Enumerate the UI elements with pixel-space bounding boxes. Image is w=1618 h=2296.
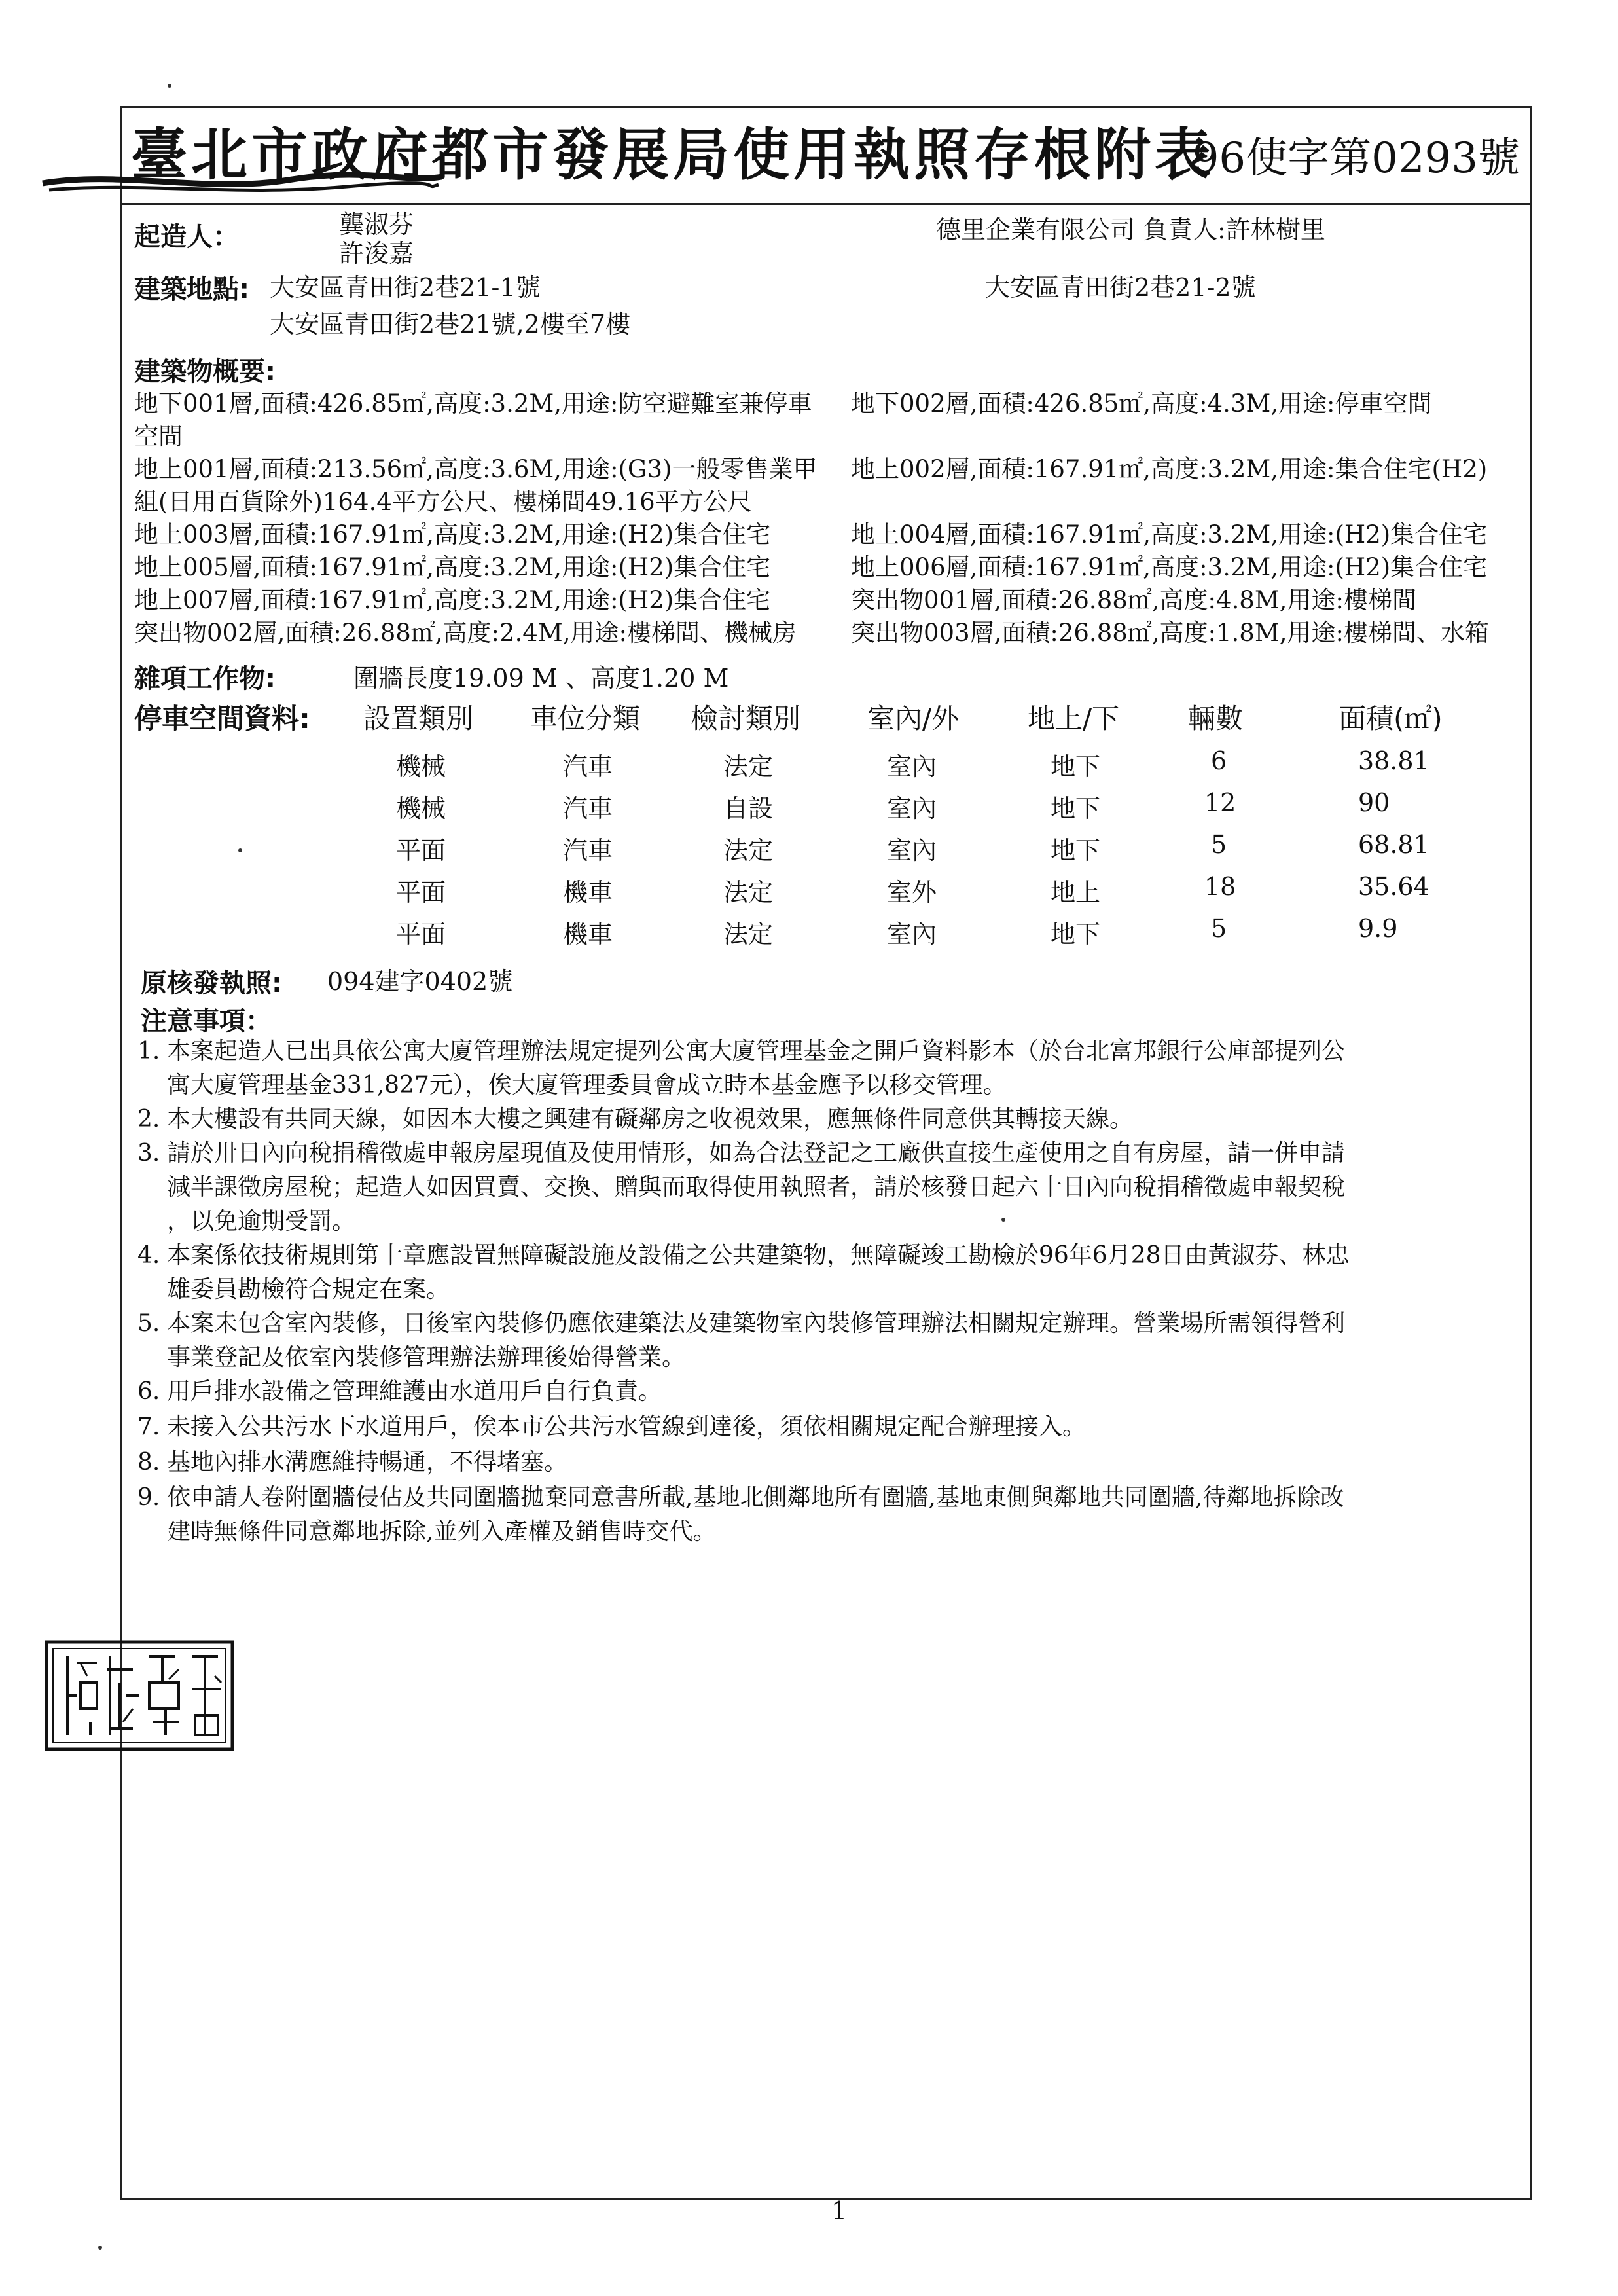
overview-row-3-right: 地上002層,面積:167.91㎡,高度:3.2M,用途:集合住宅(H2) [851,455,1488,483]
parking-cell: 法定 [723,836,774,865]
misc-works-value: 圍牆長度19.09 M 、高度1.20 M [353,664,729,693]
parking-cell: 68.81 [1358,830,1429,859]
note-5 [137,1307,1535,1375]
site-address-1: 大安區青田街2巷21-1號 [270,273,541,302]
note-line: 本大樓設有共同天線，如因本大樓之興建有礙鄰房之收視效果，應無條件同意供其轉接天線。 [167,1106,1134,1133]
speck [168,84,171,88]
note-line: 雄委員勘檢符合規定在案。 [167,1276,450,1303]
note-line: 基地內排水溝應維持暢通，不得堵塞。 [167,1449,568,1476]
parking-header-type: 設置類別 [363,702,474,735]
parking-cell: 9.9 [1358,914,1398,943]
note-7 [137,1410,1535,1444]
parking-cell: 90 [1358,788,1390,817]
parking-cell: 自設 [723,794,774,823]
parking-cell: 12 [1204,788,1236,817]
official-seal [41,1637,238,1755]
site-address-2: 大安區青田街2巷21-2號 [985,273,1256,302]
parking-header-category: 車位分類 [530,702,641,735]
speck [98,2246,102,2250]
site-label: 建築地點: [134,274,249,304]
parking-cell: 法定 [723,920,774,949]
original-permit-value: 094建字0402號 [327,967,513,996]
parking-header-count: 輛數 [1188,702,1244,735]
overview-row-6-right: 地上006層,面積:167.91㎡,高度:3.2M,用途:(H2)集合住宅 [851,553,1488,581]
parking-cell: 機車 [563,878,613,907]
parking-cell: 汽車 [563,836,613,865]
parking-cell: 6 [1211,746,1227,775]
parking-header-area: 面積(㎡) [1339,702,1443,735]
parking-cell: 法定 [723,878,774,907]
note-line: 本案係依技術規則第十章應設置無障礙設施及設備之公共建築物，無障礙竣工勘檢於96年6月28日由黃淑芬、林忠 [167,1242,1350,1269]
parking-cell: 地下 [1051,920,1101,949]
overview-row-3-left: 地上001層,面積:213.56㎡,高度:3.6M,用途:(G3)一般零售業甲 [134,455,818,483]
parking-cell: 室內 [887,836,937,865]
note-2 [137,1102,1535,1137]
note-line: 未接入公共污水下水道用戶，俟本市公共污水管線到達後，須依相關規定配合辦理接入。 [167,1413,1087,1440]
title-rule [120,203,1532,205]
speck [238,848,242,852]
parking-cell: 汽車 [563,752,613,781]
note-number: 7. [137,1413,160,1440]
builder-name-1: 龔淑芬 [339,210,414,239]
overview-label: 建築物概要: [134,357,276,387]
parking-cell: 室外 [887,878,937,907]
parking-cell: 地下 [1051,752,1101,781]
parking-cell: 5 [1211,914,1227,943]
parking-cell: 平面 [396,836,446,865]
misc-works-label: 雜項工作物: [134,664,276,694]
parking-cell: 機械 [396,752,446,781]
overview-row-7-right: 突出物001層,面積:26.88㎡,高度:4.8M,用途:樓梯間 [851,586,1416,614]
note-line: ，以免逾期受罰。 [167,1208,356,1235]
builder-name-2: 許浚嘉 [339,239,414,268]
note-line: 用戶排水設備之管理維護由水道用戶自行負責。 [167,1378,662,1405]
parking-cell: 地上 [1051,878,1101,907]
note-9 [137,1481,1535,1549]
parking-cell: 汽車 [563,794,613,823]
note-line: 寓大廈管理基金331,827元），俟大廈管理委員會成立時本基金應予以移交管理。 [167,1072,1007,1099]
permit-number: 96使字第0293號 [1192,134,1520,183]
note-number: 5. [137,1310,160,1337]
parking-cell: 室內 [887,794,937,823]
parking-cell: 機械 [396,794,446,823]
site-address-3: 大安區青田街2巷21號,2樓至7樓 [270,310,630,338]
parking-header-above-below: 地上/下 [1028,702,1120,735]
parking-cell: 室內 [887,752,937,781]
note-line: 本案未包含室內裝修，日後室內裝修仍應依建築法及建築物室內裝修管理辦法相關規定辦理。營業場所需領得營利 [167,1310,1346,1337]
parking-cell: 5 [1211,830,1227,859]
note-line: 依申請人卷附圍牆侵佔及共同圍牆拋棄同意書所載,基地北側鄰地所有圍牆,基地東側與鄰地共同圍牆,待鄰地拆除改 [167,1484,1344,1511]
overview-row-5-right: 地上004層,面積:167.91㎡,高度:3.2M,用途:(H2)集合住宅 [851,520,1488,549]
note-number: 8. [137,1449,160,1476]
note-8 [137,1446,1535,1480]
overview-row-1-left: 地下001層,面積:426.85㎡,高度:3.2M,用途:防空避難室兼停車 [134,390,812,418]
note-line: 本案起造人已出具依公寓大廈管理辦法規定提列公寓大廈管理基金之開戶資料影本（於台北富邦銀行公庫部提列公 [167,1038,1346,1065]
parking-cell: 地下 [1051,836,1101,865]
parking-cell: 平面 [396,920,446,949]
parking-cell: 平面 [396,878,446,907]
parking-cell: 地下 [1051,794,1101,823]
overview-row-1-right: 地下002層,面積:426.85㎡,高度:4.3M,用途:停車空間 [851,390,1432,418]
note-line: 請於卅日內向稅捐稽徵處申報房屋現值及使用情形，如為合法登記之工廠供直接生產使用之自有房屋，請一併申請 [167,1140,1346,1167]
note-3 [137,1137,1535,1239]
parking-header-review: 檢討類別 [691,702,801,735]
overview-row-5-left: 地上003層,面積:167.91㎡,高度:3.2M,用途:(H2)集合住宅 [134,520,771,549]
note-number: 4. [137,1242,160,1269]
note-number: 1. [137,1038,160,1065]
note-number: 9. [137,1484,160,1511]
page-number: 1 [831,2196,848,2225]
overview-row-2-left: 空間 [134,422,183,450]
speck [1001,1218,1005,1222]
note-number: 3. [137,1140,160,1167]
overview-row-6-left: 地上005層,面積:167.91㎡,高度:3.2M,用途:(H2)集合住宅 [134,553,771,581]
note-line: 減半課徵房屋稅；起造人如因買賣、交換、贈與而取得使用執照者，請於核發日起六十日內向稅捐稽徵處申報契稅 [167,1174,1346,1201]
overview-row-4-left: 組(日用百貨除外)164.4平方公尺、樓梯間49.16平方公尺 [134,488,752,516]
overview-row-8-right: 突出物003層,面積:26.88㎡,高度:1.8M,用途:樓梯間、水箱 [851,619,1489,647]
overview-row-7-left: 地上007層,面積:167.91㎡,高度:3.2M,用途:(H2)集合住宅 [134,586,771,614]
note-line: 建時無條件同意鄰地拆除,並列入產權及銷售時交代。 [167,1518,717,1545]
parking-cell: 18 [1204,872,1236,901]
parking-cell: 機車 [563,920,613,949]
builder-label: 起造人： [134,222,239,252]
document-title: 臺北市政府都市發展局使用執照存根附表 [131,122,1215,188]
parking-header-in-out: 室內/外 [867,702,960,735]
parking-cell: 室內 [887,920,937,949]
original-permit-label: 原核發執照: [141,968,282,998]
note-line: 事業登記及依室內裝修管理辦法辦理後始得營業。 [167,1344,686,1371]
parking-cell: 法定 [723,752,774,781]
note-4 [137,1239,1535,1307]
note-1 [137,1034,1535,1102]
note-number: 2. [137,1106,160,1133]
parking-cell: 35.64 [1358,872,1429,901]
builder-company: 德里企業有限公司 負責人:許林樹里 [936,215,1325,244]
notes-label: 注意事項： [141,1006,272,1036]
overview-row-8-left: 突出物002層,面積:26.88㎡,高度:2.4M,用途:樓梯間、機械房 [134,619,797,647]
note-number: 6. [137,1378,160,1405]
note-6 [137,1375,1535,1409]
parking-cell: 38.81 [1358,746,1429,775]
parking-label: 停車空間資料: [134,702,310,735]
